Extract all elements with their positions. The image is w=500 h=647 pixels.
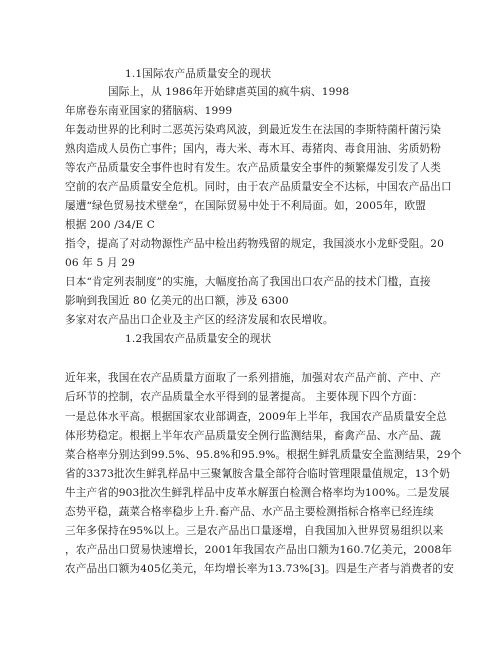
paragraph-line: 后环节的控制，农产品质量全水平得到的显著提高。 主要体现下四个方面： [65, 391, 424, 403]
paragraph-line: 等农产品质量安全事件也时有发生。农产品质量安全事件的频繁爆发引发了人类 [65, 162, 442, 174]
paragraph-line: 年轰动世界的比利时二恶英污染鸡风波，到最近发生在法国的李斯特菌杆菌污染 [65, 124, 442, 136]
paragraph-line: 日本“肯定列表制度”的实施，大幅度抬高了我国出口农产品的技术门槛，直接 [65, 276, 431, 288]
paragraph-line: ，农产品出口贸易快速增长，2001年我国农产品出口额为160.7亿美元，2008年 [65, 544, 453, 556]
paragraph-line: 空前的农产品质量安全危机。同时，由于农产品质量安全不达标，中国农产品出口 [65, 181, 452, 193]
paragraph-line: 近年来，我国在农产品质量方面取了一系列措施，加强对农产品产前、产中、产 [65, 372, 442, 384]
paragraph-line: 一是总体水平高。根据国家农业部调查，2009年上半年，我国农产品质量安全总 [65, 411, 448, 423]
paragraph-line: 屡遭“绿色贸易技术壁垒”，在国际贸易中处于不利局面。如，2005年，欧盟 [65, 200, 427, 212]
paragraph-line: 态势平稳，蔬菜合格率稳步上升.畜产品、水产品主要检测指标合格率已经连续 [65, 506, 434, 518]
section-heading-1-1: 1.1国际农产品质量安全的现状 [125, 68, 272, 80]
paragraph-line: 根据 200 /34/E C [65, 219, 156, 231]
paragraph-line: 农产品出口额为405亿美元，年均增长率为13.73%[3]。四是生产者与消费者的安 [65, 563, 454, 575]
paragraph-line: 多家对农产品出口企业及主产区的经济发展和农民增收。 [65, 314, 334, 326]
paragraph-line: 熟肉造成人员伤亡事件；国内，毒大米、毒木耳、毒猪肉、毒食用油、劣质奶粉 [65, 143, 442, 155]
paragraph-line: 菜合格率分别达到99.5%、95.8%和95.9%。根据生鲜乳质量安全监测结果，29个 [65, 449, 462, 461]
paragraph-line: 06 年 5 月 29 [65, 257, 136, 269]
paragraph-line: 影响到我国近 80 亿美元的出口额，涉及 6300 [65, 295, 289, 307]
paragraph-line: 国际上，从 1986年开始肆虐英国的疯牛病、1998 [108, 86, 350, 98]
paragraph-line: 牛主产省的903批次生鲜乳样品中皮革水解蛋白检测合格率均为100%。二是发展 [65, 487, 450, 499]
paragraph-line: 三年多保持在95%以上。三是农产品出口量逐增，自我国加入世界贸易组织以来 [65, 525, 444, 537]
paragraph-line: 省的3373批次生鲜乳样品中三聚氰胺含量全部符合临时管理限量值规定，13个奶 [65, 468, 451, 480]
paragraph-line: 年席卷东南亚国家的猪脑病、1999 [65, 105, 233, 117]
section-heading-1-2: 1.2我国农产品质量安全的现状 [125, 333, 272, 345]
paragraph-line: 体形势稳定。根据上半年农产品质量安全例行监测结果，畜禽产品、水产品、蔬 [65, 430, 442, 442]
paragraph-line: 指令，提高了对动物源性产品中检出药物残留的规定，我国淡水小龙虾受阻。20 [65, 238, 445, 250]
